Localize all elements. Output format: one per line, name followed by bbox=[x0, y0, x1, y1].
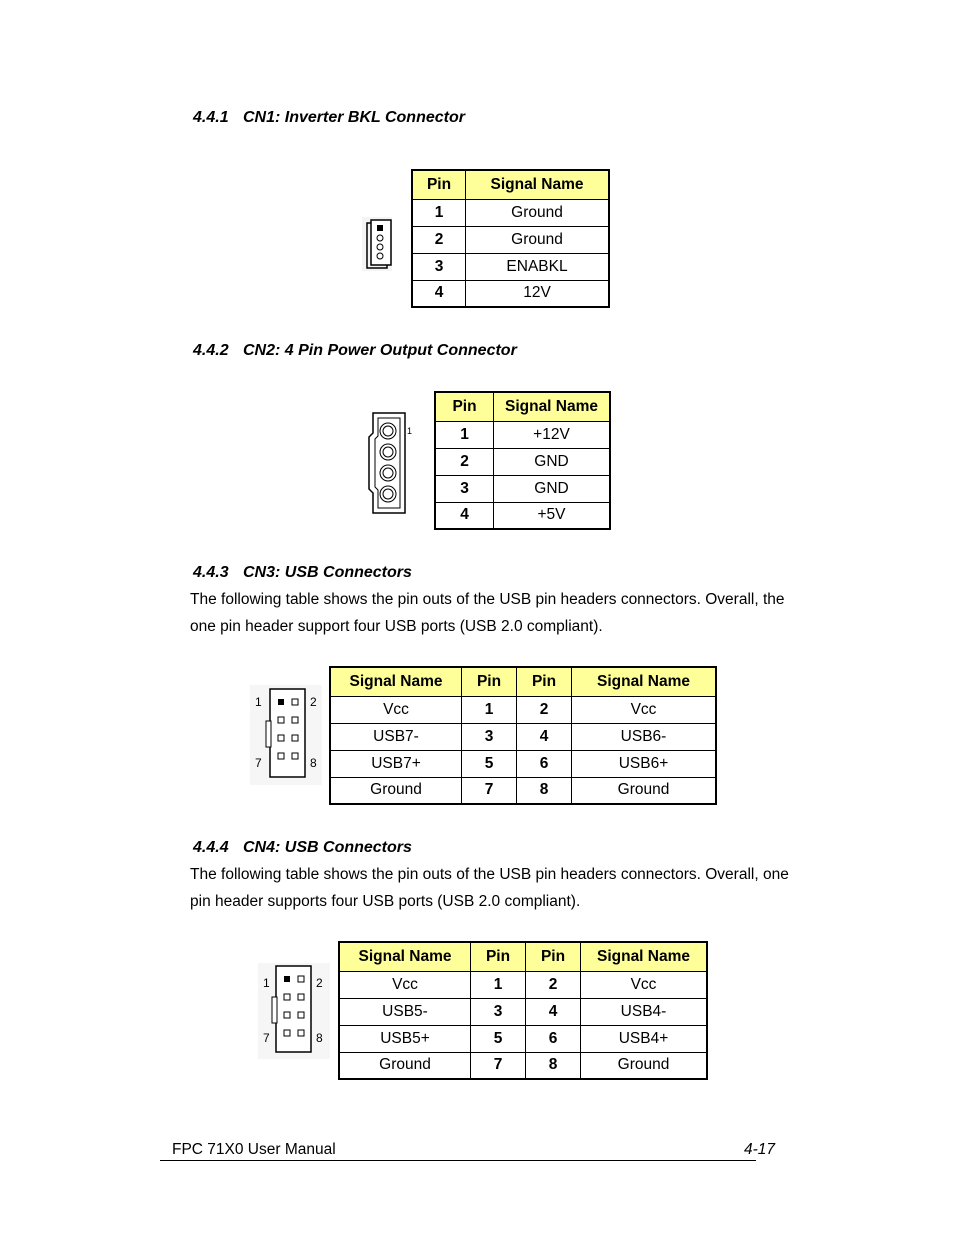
pin-8-label: 8 bbox=[316, 1031, 323, 1045]
table-row: USB7+ 5 6 USB6+ bbox=[330, 750, 716, 777]
cn4-description: The following table shows the pin outs of the USB pin headers connectors. Overall, one pin header supports four USB ports (USB 2.0 compliant). bbox=[190, 866, 789, 910]
footer-manual-title: FPC 71X0 User Manual bbox=[172, 1141, 336, 1158]
table-row: 2 GND bbox=[435, 448, 610, 475]
table-header: Pin bbox=[435, 392, 494, 421]
pin-8-label: 8 bbox=[310, 756, 317, 770]
footer-page-number: 4-17 bbox=[744, 1141, 776, 1158]
table-header: Pin bbox=[471, 942, 526, 971]
cn1-pin-table bbox=[411, 169, 610, 308]
table-header: Pin bbox=[462, 667, 517, 696]
table-row: 4 12V bbox=[412, 280, 609, 307]
cn3-description: The following table shows the pin outs of the USB pin headers connectors. Overall, the one pin header support four USB ports (USB 2.0 compliant). bbox=[190, 591, 785, 635]
cn4-connector-diagram bbox=[258, 963, 330, 1059]
table-header: Signal Name bbox=[466, 170, 610, 199]
pin-2-label: 2 bbox=[316, 976, 323, 990]
table-header: Signal Name bbox=[581, 942, 708, 971]
table-row: USB7- 3 4 USB6- bbox=[330, 723, 716, 750]
pin-1-label: 1 bbox=[255, 695, 262, 709]
pin-1-label: 1 bbox=[263, 976, 270, 990]
table-header: Signal Name bbox=[572, 667, 717, 696]
section-heading-4-4-4: 4.4.4 CN4: USB Connectors bbox=[193, 839, 412, 856]
pin-7-label: 7 bbox=[255, 756, 262, 770]
table-header: Signal Name bbox=[339, 942, 471, 971]
footer-rule bbox=[160, 1160, 756, 1161]
table-row: 1 Ground bbox=[412, 199, 609, 226]
table-header: Pin bbox=[517, 667, 572, 696]
pin-1-label: 1 bbox=[407, 426, 413, 436]
table-row: USB5- 3 4 USB4- bbox=[339, 998, 707, 1025]
table-row: Vcc 1 2 Vcc bbox=[330, 696, 716, 723]
table-row: USB5+ 5 6 USB4+ bbox=[339, 1025, 707, 1052]
section-heading-4-4-2: 4.4.2 CN2: 4 Pin Power Output Connector bbox=[193, 342, 517, 359]
table-row: Ground 7 8 Ground bbox=[339, 1052, 707, 1079]
cn2-connector-diagram bbox=[367, 410, 415, 516]
table-header: Pin bbox=[526, 942, 581, 971]
cn4-pin-table bbox=[338, 941, 708, 1080]
pin-2-label: 2 bbox=[310, 695, 317, 709]
table-row: 2 Ground bbox=[412, 226, 609, 253]
pin-7-label: 7 bbox=[263, 1031, 270, 1045]
table-row: 1 +12V bbox=[435, 421, 610, 448]
table-row: Vcc 1 2 Vcc bbox=[339, 971, 707, 998]
cn2-pin-table bbox=[434, 391, 611, 530]
cn3-pin-table bbox=[329, 666, 717, 805]
table-header: Signal Name bbox=[494, 392, 611, 421]
table-row: 3 ENABKL bbox=[412, 253, 609, 280]
table-header: Signal Name bbox=[330, 667, 462, 696]
table-row: 3 GND bbox=[435, 475, 610, 502]
cn1-connector-diagram bbox=[362, 217, 396, 273]
cn3-connector-diagram bbox=[250, 685, 322, 785]
table-header: Pin bbox=[412, 170, 466, 199]
section-heading-4-4-3: 4.4.3 CN3: USB Connectors bbox=[193, 564, 412, 581]
table-row: 4 +5V bbox=[435, 502, 610, 529]
table-row: Ground 7 8 Ground bbox=[330, 777, 716, 804]
section-heading-4-4-1: 4.4.1 CN1: Inverter BKL Connector bbox=[193, 109, 465, 126]
